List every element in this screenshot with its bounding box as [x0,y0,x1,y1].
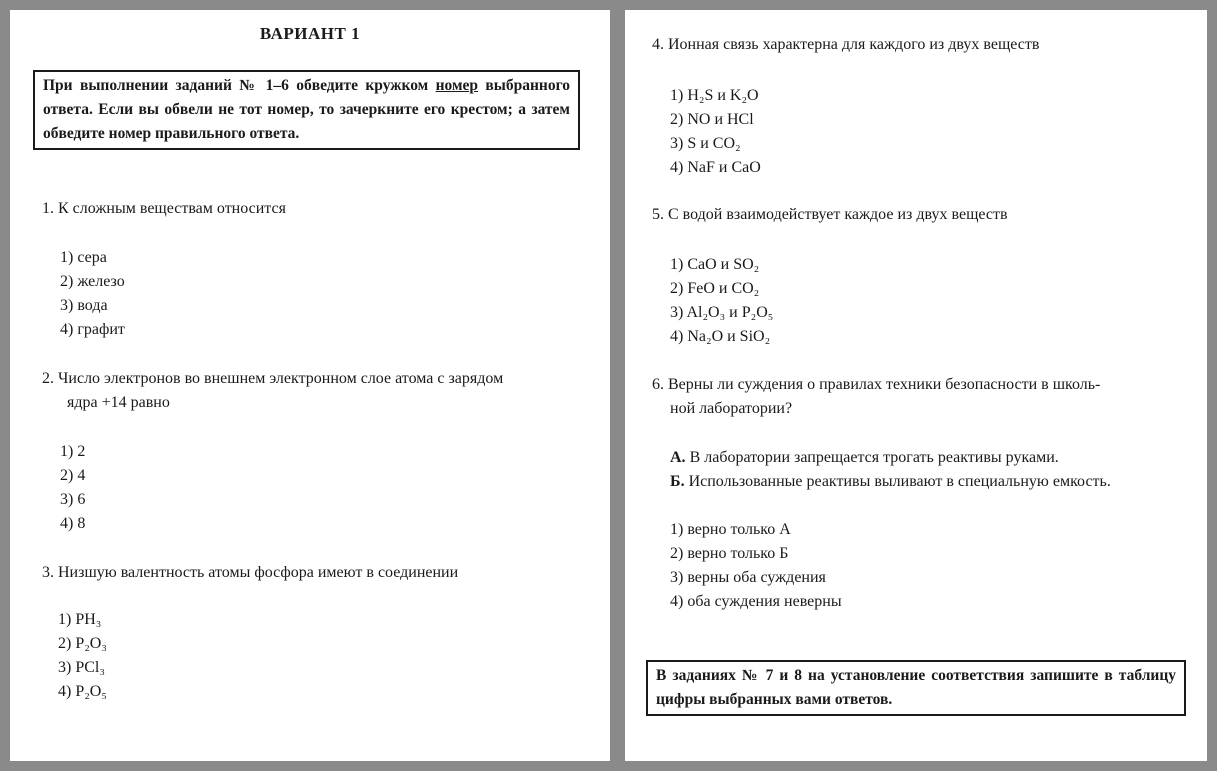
statement-b [670,470,1111,494]
question-3-option-2: 2) P₂O₃ [58,635,107,652]
statement-a-text: В лаборатории запрещается трогать реактивы руками. [685,449,1059,466]
statement-b-label: Б. [670,473,685,490]
question-2-option-4: 4) 8 [60,515,86,532]
question-5-option-1: 1) CaO и SO₂ [670,256,760,273]
question-2-text-cont: ядра +14 равно [67,394,170,411]
instruction-text-1: При выполнении заданий № 1–6 обведите кружком [43,77,436,94]
question-1-option-3: 3) вода [60,297,108,314]
statement-a-label: А. [670,449,686,466]
question-4-option-2: 2) NO и HCl [670,111,754,128]
question-5-options [670,253,773,349]
worksheet-page-right [625,10,1207,761]
question-5-option-4: 4) Na₂O и SiO₂ [670,328,771,345]
question-2-option-3: 3) 6 [60,491,86,508]
question-6-option-4: 4) оба суждения неверны [670,593,842,610]
question-3-option-3: 3) PCl₃ [58,659,105,676]
question-5-text: 5. С водой взаимодействует каждое из двух веществ [652,206,1008,223]
question-1-text: 1. К сложным веществам относится [42,200,286,217]
question-2-text: 2. Число электронов во внешнем электронном слое атома с зарядом [42,370,504,387]
question-4-text: 4. Ионная связь характерна для каждого из двух веществ [652,36,1040,53]
question-6-text: 6. Верны ли суждения о правилах техники безопасности в школь- [652,376,1101,393]
question-6-options [670,518,842,614]
question-3-text: 3. Низшую валентность атомы фосфора имеют в соединении [42,564,459,581]
question-1-option-1: 1) сера [60,249,107,266]
statement-b-text: Использованные реактивы выливают в специальную емкость. [684,473,1111,490]
question-6-text-cont: ной лаборатории? [670,400,793,417]
question-4-options [670,84,761,180]
question-6-option-2: 2) верно только Б [670,545,789,562]
variant-title: ВАРИАНТ 1 [259,24,361,43]
instructions-box [33,70,580,150]
question-1-option-2: 2) железо [60,273,125,290]
statement-a [670,446,1059,470]
question-3-option-1: 1) PH₃ [58,611,102,628]
question-2-options [60,440,85,536]
question-4-option-4: 4) NaF и CaO [670,159,761,176]
instructions-box-2: В заданиях № 7 и 8 на установление соответствия запишите в таблицу цифры выбранных вами ответов. [646,660,1186,716]
question-1-option-4: 4) графит [60,321,125,338]
question-6-option-1: 1) верно только А [670,521,791,538]
worksheet-page-left [10,10,610,761]
instruction-text-2: выбранного ответа. Если вы обвели не тот номер, то зачеркните его крестом; а затем обведите номер правильного ответа. [43,77,570,142]
question-2-option-2: 2) 4 [60,467,86,484]
question-2-option-1: 1) 2 [60,443,86,460]
question-6-option-3: 3) верны оба суждения [670,569,826,586]
question-4-option-1: 1) H₂S и K₂O [670,87,759,104]
question-5-option-2: 2) FeO и CO₂ [670,280,760,297]
question-5-option-3: 3) Al₂O₃ и P₂O₅ [670,304,774,321]
instruction-underlined-word: номер [435,77,479,94]
question-1-options [60,246,125,342]
question-3-option-4: 4) P₂O₅ [58,683,107,700]
question-4-option-3: 3) S и CO₂ [670,135,741,152]
question-3-options [58,608,107,704]
